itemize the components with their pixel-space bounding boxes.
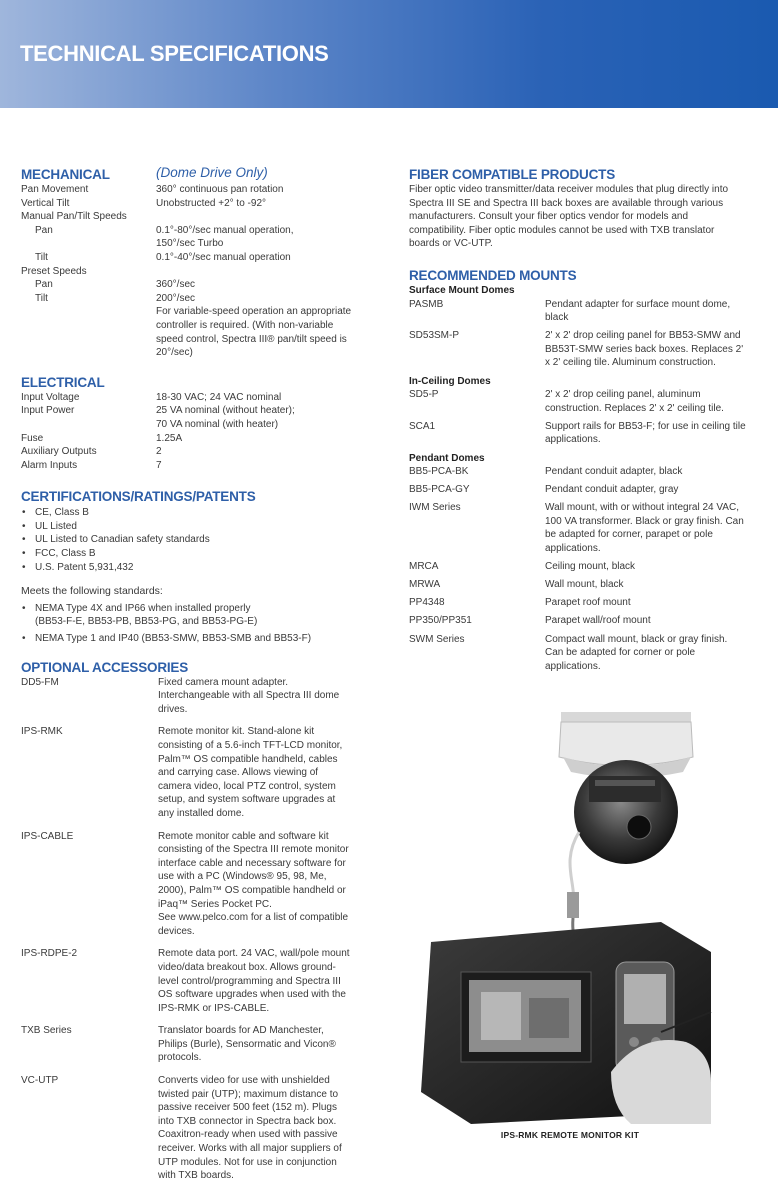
accessory-row [21, 1024, 361, 1065]
mount-row [409, 578, 749, 592]
mechanical-spec-row [21, 278, 361, 292]
certification-item: • FCC, Class B [21, 547, 361, 561]
mechanical-spec-row [21, 292, 361, 360]
mount-row [409, 560, 749, 574]
mount-row [409, 483, 749, 497]
mechanical-subheading: (Dome Drive Only) [156, 165, 268, 180]
mount-description: Parapet wall/roof mount [545, 615, 651, 627]
accessory-description: Translator boards for AD Manchester, Philips (Burle), Sensormatic and Vicon® protocols. [158, 1025, 336, 1064]
certification-item: • UL Listed to Canadian safety standards [21, 533, 361, 547]
mount-description: 2' x 2' drop ceiling panel, aluminum construction. Replaces 2' x 2' ceiling tile. [545, 389, 724, 414]
accessory-row [21, 830, 361, 939]
spec-value: 360°/sec [156, 279, 196, 291]
electrical-specs [21, 391, 361, 473]
spec-label: Alarm Inputs [21, 459, 78, 471]
standards-intro: Meets the following standards: [21, 585, 163, 598]
mount-model: SD53SM-P [409, 330, 460, 342]
accessory-row [21, 1074, 361, 1182]
mount-model: MRWA [409, 579, 441, 591]
mount-model: BB5-PCA-BK [409, 466, 469, 478]
mount-row [409, 329, 749, 370]
mount-row [409, 465, 749, 479]
mount-model: PASMB [409, 298, 444, 310]
accessory-row [21, 947, 361, 1015]
accessories-list [21, 676, 361, 1182]
spec-value [156, 210, 361, 224]
mount-model: IWM Series [409, 502, 461, 514]
spec-value: 2 [156, 446, 162, 458]
fiber-heading: FIBER COMPATIBLE PRODUCTS [409, 167, 615, 182]
electrical-spec-row [21, 391, 361, 405]
accessory-description: Converts video for use with unshielded twisted pair (UTP); maximum distance to passive receiver 500 feet (152 m). Plugs into TXB connector in Spectra back box. Coaxitron-ready when used with passive receiver. Works with all major suppliers of UTP modules. Not for use in conjunction with TXB boards. [158, 1075, 342, 1182]
spec-label: Pan [35, 279, 53, 291]
certifications-heading: CERTIFICATIONS/RATINGS/PATENTS [21, 489, 256, 505]
mount-group-title: Surface Mount Domes [409, 284, 515, 296]
mount-row [409, 614, 749, 628]
mount-model: SCA1 [409, 420, 436, 432]
spec-label: Manual Pan/Tilt Speeds [21, 211, 127, 223]
mount-group-title: Pendant Domes [409, 452, 485, 464]
accessories-heading: OPTIONAL ACCESSORIES [21, 659, 189, 675]
mount-description: Pendant adapter for surface mount dome, black [545, 298, 731, 324]
spec-value [156, 265, 361, 279]
accessory-name: IPS-RDPE-2 [21, 948, 78, 960]
accessory-description: Remote data port. 24 VAC, wall/pole mount video/data breakout box. Allows ground-level control/programming and Spectra III OS software upgrades when used with the IPS-RMK or IPS-CABLE. [158, 948, 350, 1014]
spec-label: Tilt [35, 251, 48, 263]
accessory-description: Remote monitor kit. Stand-alone kit consisting of a 5.6-inch TFT-LCD monitor, Palm™ OS compatible handheld, cables and carrying case. Allows viewing of camera video, local PTZ control, system setup, and system software upgrades at any installed dome. [158, 726, 343, 819]
mount-description: Ceiling mount, black [545, 561, 636, 573]
mechanical-heading-row [21, 166, 361, 183]
spec-value: 0.1°-40°/sec manual operation [156, 251, 291, 263]
spec-value: 7 [156, 459, 162, 471]
accessory-name: IPS-CABLE [21, 830, 74, 842]
accessory-name: VC-UTP [21, 1075, 59, 1087]
certifications-list [21, 506, 361, 574]
mechanical-spec-row [21, 224, 361, 251]
certification-item: • U.S. Patent 5,931,432 [21, 561, 361, 575]
fiber-text: Fiber optic video transmitter/data receiver modules that plug directly into Spectra III SE and Spectra III back boxes are available through various manufacturers. Consult your fiber optics vendor for models and compatibility. Fiber optic modules cannot be used with TXB translator boards or VC-UTP. [409, 184, 729, 250]
mount-description: Pendant conduit adapter, gray [545, 484, 679, 496]
mount-description: Wall mount, with or without integral 24 VAC, 100 VA transformer. Black or gray finish. Can be adapted for corner, parapet or pole applications. [545, 502, 744, 555]
mount-row [409, 596, 749, 610]
accessory-name: DD5-FM [21, 676, 59, 688]
right-column [409, 166, 749, 678]
electrical-spec-row [21, 404, 361, 431]
mount-row [409, 501, 749, 555]
certification-item: • UL Listed [21, 520, 361, 534]
electrical-spec-row [21, 445, 361, 459]
electrical-spec-row [21, 459, 361, 473]
standards-list [21, 602, 361, 646]
electrical-spec-row [21, 432, 361, 446]
spec-label: Fuse [21, 432, 44, 444]
spec-value: 200°/sec For variable-speed operation an appropriate controller is required. (With non-variable speed control, Spectra III® pan/tilt speed is 20°/sec) [156, 292, 352, 359]
mount-model: SWM Series [409, 633, 465, 645]
mount-model: PP350/PP351 [409, 615, 472, 627]
mount-model: SD5-P [409, 389, 439, 401]
left-column [21, 166, 361, 1182]
electrical-heading: ELECTRICAL [21, 374, 105, 390]
accessory-name: IPS-RMK [21, 726, 63, 738]
spec-value: Unobstructed +2° to -92° [156, 197, 267, 209]
mount-row [409, 633, 749, 674]
spec-label: Tilt [35, 292, 48, 304]
spec-label: Pan [35, 224, 53, 236]
mechanical-spec-row [21, 183, 361, 197]
mount-description: Parapet roof mount [545, 597, 631, 609]
spec-value: 18-30 VAC; 24 VAC nominal [156, 391, 282, 403]
mount-row [409, 420, 749, 447]
certification-item: • CE, Class B [21, 506, 361, 520]
mount-row [409, 388, 749, 415]
standard-item: • NEMA Type 4X and IP66 when installed properly (BB53-F-E, BB53-PB, BB53-PG, and BB53-PG-E) [21, 602, 361, 629]
remote-monitor-kit-photo [411, 712, 729, 1124]
mount-description: Pendant conduit adapter, black [545, 466, 683, 478]
spec-label: Preset Speeds [21, 265, 87, 277]
photo-caption: IPS-RMK REMOTE MONITOR KIT [500, 1130, 640, 1140]
spec-label: Auxiliary Outputs [21, 446, 97, 458]
mechanical-specs [21, 183, 361, 360]
spec-label: Vertical Tilt [21, 197, 70, 209]
spec-value: 1.25A [156, 432, 183, 444]
mount-description: 2' x 2' drop ceiling panel for BB53-SMW and BB53T-SMW series back boxes. Replaces 2' x 2' ceiling tile. Aluminum construction. [545, 330, 744, 369]
accessory-description: Remote monitor cable and software kit consisting of the Spectra III remote monitor interface cable and necessary software for use with a PC (Windows® 95, 98, Me, 2000), Palm™ OS compatible handheld or iPaq™ Series Pocket PC. See www.pelco.com for a list of compatible devices. [158, 830, 349, 937]
spec-label: Input Power [21, 405, 75, 417]
standard-item: • NEMA Type 1 and IP40 (BB53-SMW, BB53-SMB and BB53-F) [21, 632, 361, 646]
mounts-list [409, 284, 749, 673]
mount-model: PP4348 [409, 597, 445, 609]
mechanical-spec-row [21, 210, 361, 224]
spec-value: 360° continuous pan rotation [156, 184, 284, 195]
spec-label: Input Voltage [21, 391, 80, 403]
page-title: TECHNICAL SPECIFICATIONS [20, 41, 329, 66]
accessory-row [21, 725, 361, 820]
mechanical-spec-row [21, 265, 361, 279]
mount-description: Support rails for BB53-F; for use in ceiling tile applications. [545, 420, 746, 446]
mount-row [409, 298, 749, 325]
mount-model: BB5-PCA-GY [409, 484, 470, 496]
accessory-row [21, 676, 361, 717]
mount-description: Wall mount, black [545, 579, 624, 591]
accessory-name: TXB Series [21, 1025, 72, 1037]
mounts-heading: RECOMMENDED MOUNTS [409, 267, 577, 283]
mount-description: Compact wall mount, black or gray finish. Can be adapted for corner or pole applications. [545, 633, 728, 672]
accessory-description: Fixed camera mount adapter. Interchangeable with all Spectra III dome drives. [158, 676, 340, 715]
mount-model: MRCA [409, 561, 439, 573]
spec-label: Pan Movement [21, 184, 89, 195]
mechanical-spec-row [21, 251, 361, 265]
mechanical-heading: MECHANICAL [21, 167, 110, 182]
spec-value: 0.1°-80°/sec manual operation, 150°/sec Turbo [156, 224, 294, 250]
spec-value: 25 VA nominal (without heater); 70 VA nominal (with heater) [156, 405, 295, 430]
mechanical-spec-row [21, 197, 361, 211]
mount-group-title: In-Ceiling Domes [409, 375, 491, 387]
header-banner [0, 0, 778, 108]
